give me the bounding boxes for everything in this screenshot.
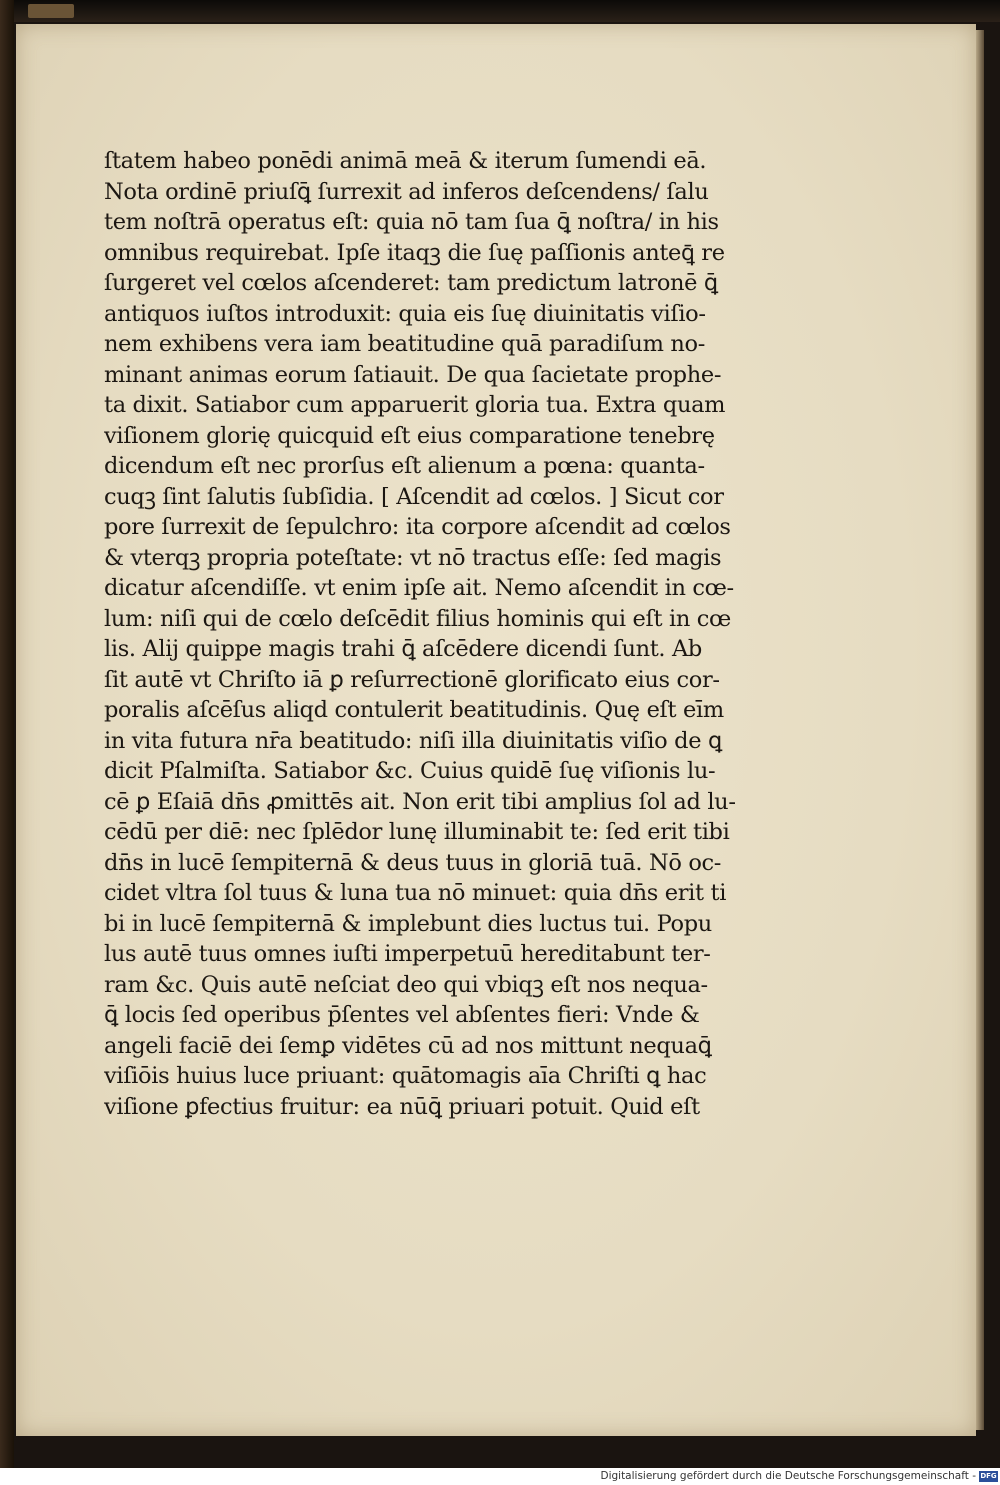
text-line: viſionem glorię quicquid eſt eius comparatione tenebrę xyxy=(104,422,715,449)
text-line: ſtatem habeo ponēdi animā meā & iterum ſumendi eā. xyxy=(104,148,707,174)
text-line: tem noſtrā operatus eſt: quia nō tam ſua ꝗ̄ noſtra/ in his xyxy=(104,209,719,235)
text-line: nem exhibens vera iam beatitudine quā paradiſum no- xyxy=(104,331,705,357)
spine-label xyxy=(28,4,74,18)
footer-bar xyxy=(0,1468,1000,1485)
dfg-logo: DFG xyxy=(980,1472,997,1480)
text-line: pore ſurrexit de ſepulchro: ita corpore aſcendit ad cœlos xyxy=(104,514,731,540)
text-line: cē ꝑ Eſaiā dn̄s ꝓmittēs ait. Non erit tibi amplius ſol ad lu- xyxy=(104,788,736,815)
page-edge xyxy=(976,30,984,1430)
book-cover-top xyxy=(0,0,1000,22)
text-line: ram &c. Quis autē neſciat deo qui vbiqꝫ eſt nos nequa- xyxy=(104,971,708,998)
text-line: cuqꝫ ſint ſalutis ſubſidia. [ Aſcendit ad cœlos. ] Sicut cor xyxy=(104,483,724,510)
text-line: minant animas eorum ſatiauit. De qua ſacietate prophe- xyxy=(104,361,722,388)
funding-credit: Digitalisierung gefördert durch die Deutsche Forschungsgemeinschaft - xyxy=(600,1470,976,1482)
text-line: lum: niſi qui de cœlo deſcēdit filius hominis qui eſt in cœ xyxy=(104,605,731,632)
text-line: Nota ordinē priuſꝗ̄ ſurrexit ad inferos deſcendens/ ſalu xyxy=(104,178,709,205)
text-line: omnibus requirebat. Ipſe itaqꝫ die ſuę paſſionis anteꝗ̄ re xyxy=(104,239,725,266)
text-line: in vita futura nr̄a beatitudo: niſi illa diuinitatis viſio de ꝗ xyxy=(104,727,722,754)
text-line: viſione ꝑfectius fruitur: ea nūꝗ̄ priuari potuit. Quid eſt xyxy=(104,1093,700,1120)
text-line: ſurgeret vel cœlos aſcenderet: tam predictum latronē ꝗ̄ xyxy=(104,270,718,296)
text-line: antiquos iuſtos introduxit: quia eis ſuę diuinitatis viſio- xyxy=(104,300,706,327)
text-line: dicendum eſt nec prorſus eſt alienum a pœna: quanta- xyxy=(104,453,705,479)
text-line: ſit autē vt Chriſto iā ꝑ reſurrectionē glorificato eius cor- xyxy=(104,666,720,693)
text-line: cidet vltra ſol tuus & luna tua nō minuet: quia dn̄s erit ti xyxy=(104,880,727,906)
text-line: bi in lucē ſempiternā & implebunt dies luctus tui. Popu xyxy=(104,910,712,937)
body-text xyxy=(104,146,794,1122)
text-line: dicit Pſalmiſta. Satiabor &c. Cuius quidē ſuę viſionis lu- xyxy=(104,758,716,784)
text-line: dicatur aſcendiſſe. vt enim ipſe ait. Nemo aſcendit in cœ- xyxy=(104,575,734,601)
text-line: lus autē tuus omnes iuſti imperpetuū hereditabunt ter- xyxy=(104,941,711,967)
text-line: viſiōis huius luce priuant: quātomagis aīa Chriſti ꝗ hac xyxy=(104,1063,707,1089)
text-line: cēdū per diē: nec ſplēdor lunę illuminabit te: ſed erit tibi xyxy=(104,819,730,845)
text-line: lis. Alij quippe magis trahi ꝗ̄ aſcēdere dicendi ſunt. Ab xyxy=(104,636,702,662)
text-line: ꝗ̄ locis ſed operibus p̄ſentes vel abſentes fieri: Vnde & xyxy=(104,1002,700,1028)
text-line: poralis aſcēſus aliqd contulerit beatitudinis. Quę eſt eīm xyxy=(104,697,724,723)
text-line: angeli faciē dei ſemꝑ vidētes cū ad nos mittunt nequaꝗ̄ xyxy=(104,1032,712,1059)
text-line: & vterqꝫ propria poteſtate: vt nō tractus eſſe: ſed magis xyxy=(104,544,722,571)
text-line: ta dixit. Satiabor cum apparuerit gloria tua. Extra quam xyxy=(104,392,726,418)
book-cover-left xyxy=(0,0,14,1468)
text-line: dn̄s in lucē ſempiternā & deus tuus in gloriā tuā. Nō oc- xyxy=(104,849,722,876)
